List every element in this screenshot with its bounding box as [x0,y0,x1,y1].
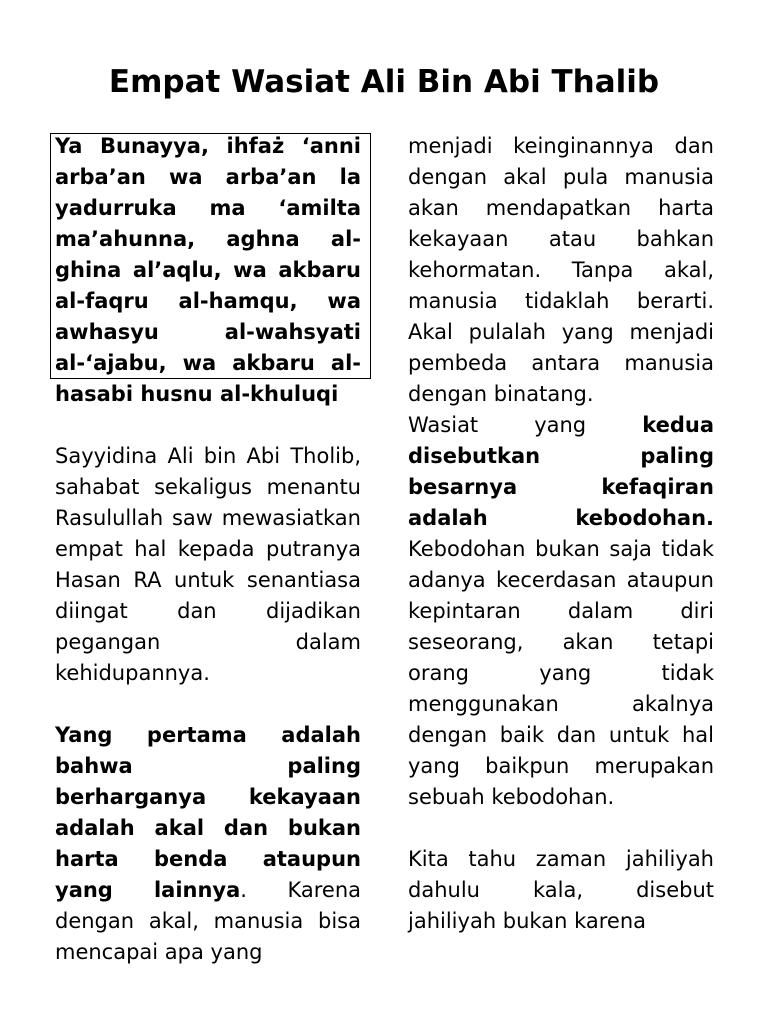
arabic-quote: Ya Bunayya, ihfaż ‘anni arba’an wa arba’an la yadurruka ma ‘amilta ma’ahunna, aghna al-ghina al’aqlu, wa akbaru al-faqru al-hamqu, wa awhasyu al-wahsyati al-‘ajabu, wa akbaru al-hasabi husnu al-khuluqi [55,134,361,406]
right-column [408,131,714,937]
paragraph-gap [55,689,361,720]
first-testament-text: . Karena dengan akal, manusia bisa mencapai apa yang [55,878,361,964]
intro-paragraph: Sayyidina Ali bin Abi Tholib, sahabat sekaligus menantu Rasulullah saw mewasiatkan empat hal kepada putranya Hasan RA untuk senantiasa diingat dan dijadikan pegangan dalam kehidupannya. [55,444,361,685]
second-testament-lead: Wasiat yang [408,413,643,437]
second-testament-text: Kebodohan bukan saja tidak adanya kecerdasan ataupun kepintaran dalam diri seseorang, akan tetapi orang yang tidak menggunakan akalnya dengan baik dan untuk hal yang baikpun merupakan sebuah kebodohan. [408,537,714,809]
page-title: Empat Wasiat Ali Bin Abi Thalib [108,64,660,100]
intellect-paragraph: menjadi keinginannya dan dengan akal pula manusia akan mendapatkan harta kekayaan atau bahkan kehormatan. Tanpa akal, manusia tidaklah berarti. Akal pulalah yang menjadi pembeda antara manusia dengan binatang. [408,134,714,406]
second-testament-paragraph [408,410,714,813]
paragraph-gap [55,410,361,441]
left-column [55,131,361,968]
jahiliyah-paragraph: Kita tahu zaman jahiliyah dahulu kala, disebut jahiliyah bukan karena [408,847,714,933]
paragraph-gap [408,813,714,844]
second-testament-bold: kedua disebutkan paling besarnya kefaqiran adalah kebodohan. [408,413,714,530]
first-testament-bold: Yang pertama adalah bahwa paling berharganya kekayaan adalah akal dan bukan harta benda ataupun yang lainnya [55,723,361,902]
first-testament-paragraph [55,720,361,968]
